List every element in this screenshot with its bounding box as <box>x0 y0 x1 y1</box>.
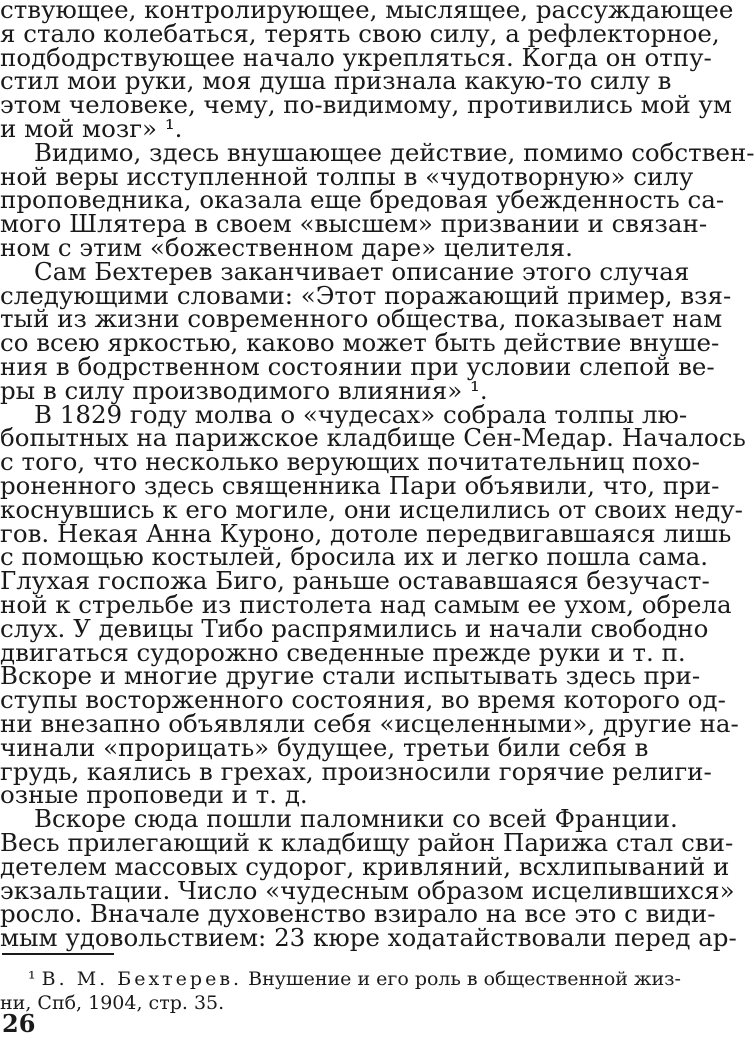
text-line: с помощью костылей, бросила их и легко пошла сама. <box>0 542 709 572</box>
text-line: ры в силу производимого влияния» ¹. <box>0 375 488 405</box>
text-line: озные проповеди и т. д. <box>0 780 308 810</box>
text-line: слух. У девицы Тибо распрямились и начали свободно <box>0 613 709 643</box>
text-line: ния в бодрственном состоянии при условии слепой ве- <box>0 352 715 381</box>
text-line: Вскоре сюда пошли паломники со всей Франции. <box>34 804 678 834</box>
text-line: росло. Вначале духовенство взирало на все это с види- <box>0 899 716 929</box>
text-line: экзальтации. Число «чудесным образом исцелившихся» <box>0 875 735 905</box>
text-line: следующими словами: «Этот поражающий пример, взя- <box>0 280 732 310</box>
text-line: гов. Некая Анна Куроно, дотоле передвигавшаяся лишь <box>0 518 732 548</box>
text-line: мым удовольствием: 23 кюре ходатайствовали перед ар- <box>0 923 737 953</box>
footnote-line-2: ни, Спб, 1904, стр. 35. <box>0 992 225 1014</box>
text-line: проповедника, оказала еще бредовая убежденность са- <box>0 185 725 215</box>
text-line: Сам Бехтерев заканчивает описание этого случая <box>34 256 690 286</box>
text-line: этом человеке, чему, по-видимому, противились мой ум <box>0 90 732 120</box>
text-line: двигаться судорожно сведенные прежде руки и т. п. <box>0 637 686 667</box>
footnote-title: Внушение и его роль в общественной жиз- <box>248 968 681 990</box>
text-line: я стало колебаться, терять свою силу, а рефлекторное, <box>0 18 720 48</box>
text-line: ни внезапно объявляли себя «исцеленными», другие на- <box>0 709 739 738</box>
text-line: Глухая госпожа Биго, раньше остававшаяся безучаст- <box>0 566 710 596</box>
text-line: ном с этим «божественном даре» целителя. <box>0 233 573 262</box>
text-line: стил мои руки, моя душа признала какую-то силу в <box>0 66 672 96</box>
text-line: коснувшись к его могиле, они исцелились от своих неду- <box>0 494 743 524</box>
text-line: детелем массовых судорог, кривляний, всхлипываний и <box>0 851 730 881</box>
text-line: тый из жизни современного общества, показывает нам <box>0 304 723 334</box>
text-line: ной веры исступленной толпы в «чудотворную» силу <box>0 161 694 191</box>
text-line: грудь, каялись в грехах, произносили горячие религи- <box>0 756 712 786</box>
text-line: со всею яркостью, каково может быть действие внуше- <box>0 328 720 358</box>
text-line: подбодрствующее начало укрепляться. Когда он отпу- <box>0 42 712 72</box>
text-line: и мой мозг» ¹. <box>0 114 183 143</box>
text-line: Видимо, здесь внушающее действие, помимо собствен- <box>34 137 755 167</box>
text-line: Вскоре и многие другие стали испытывать здесь при- <box>0 661 701 691</box>
footnote-author: В. М. Бехтерев. <box>41 968 243 990</box>
page-number: 26 <box>2 1009 36 1038</box>
text-line: бопытных на парижское кладбище Сен-Медар. Началось <box>0 423 746 453</box>
text-line: чинали «прорицать» будущее, третьи били себя в <box>0 732 649 762</box>
text-line: ной к стрельбе из пистолета над самым ее ухом, обрела <box>0 590 732 619</box>
text-line: мого Шлятера в своем «высшем» призвании и связан- <box>0 209 708 239</box>
text-line: ступы восторженного состояния, во время которого од- <box>0 685 726 715</box>
footnote-marker: ¹ <box>28 968 36 990</box>
text-line: Весь прилегающий к кладбищу район Парижа стал сви- <box>0 828 734 857</box>
text-line: роненного здесь священника Пари объявили, что, при- <box>0 471 720 500</box>
text-line: В 1829 году молва о «чудесах» собрала толпы лю- <box>34 399 688 429</box>
footnote-divider <box>2 953 114 955</box>
text-line: с того, что несколько верующих почитательниц похо- <box>0 447 700 477</box>
footnote-line-1 <box>0 966 681 992</box>
text-line: ствующее, контролирующее, мыслящее, рассуждающее <box>0 0 734 24</box>
